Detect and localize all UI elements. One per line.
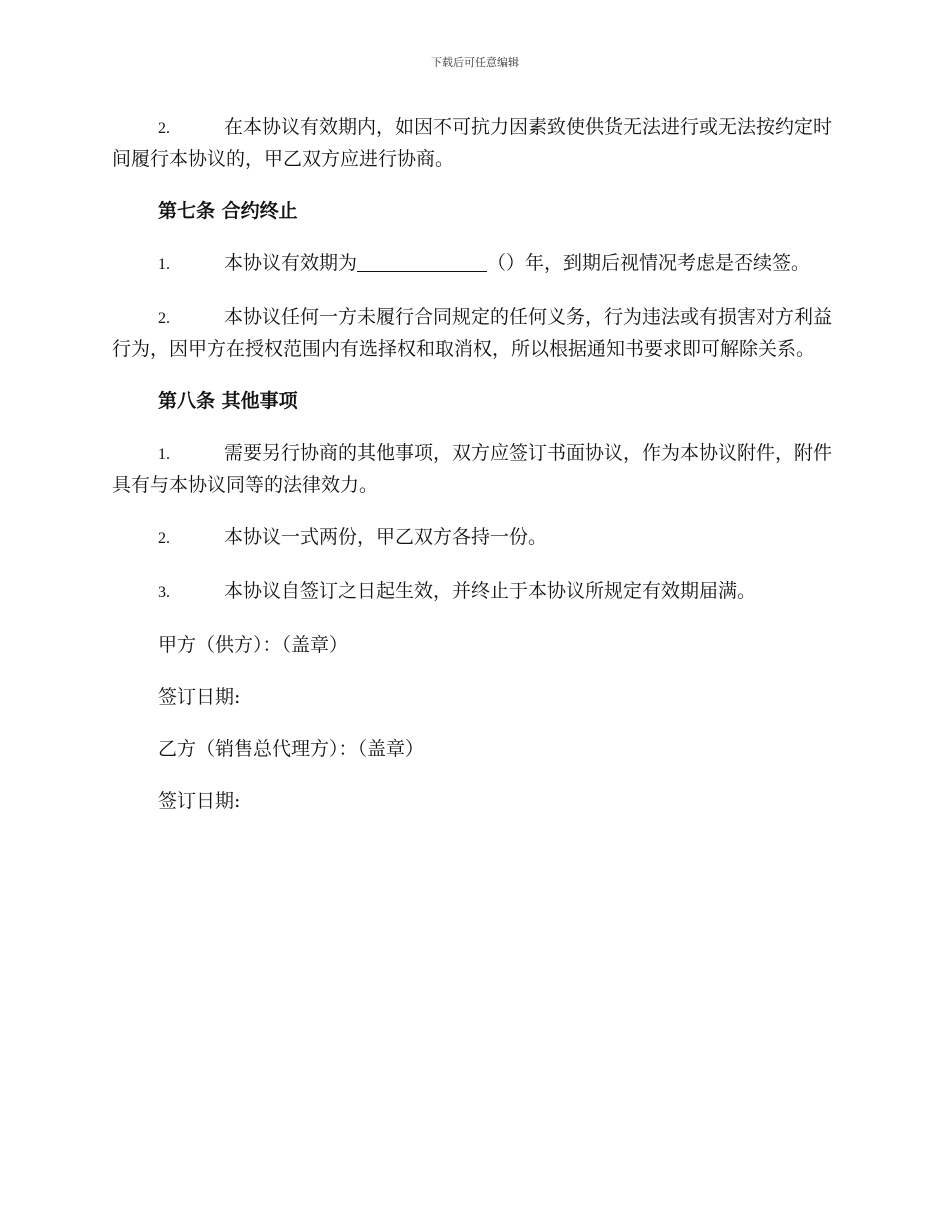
clause-text: 在本协议有效期内，如因不可抗力因素致使供货无法进行或无法按约定时间履行本协议的，甲乙双方应进行协商。	[112, 116, 833, 170]
clause-number: 3.	[158, 584, 170, 601]
article-7-item-2	[112, 302, 832, 364]
party-b-date: 签订日期:	[158, 790, 241, 812]
clause-text: 本协议自签订之日起生效，并终止于本协议所规定有效期届满。	[224, 580, 757, 602]
article-8-item-2	[112, 522, 832, 554]
clause-number: 1.	[158, 446, 170, 463]
party-a-signature: 甲方（供方）：（盖章）	[158, 634, 349, 656]
article-7-item-1	[112, 248, 832, 280]
clause-number: 2.	[158, 120, 170, 137]
page-header: 下载后可任意编辑	[431, 56, 519, 69]
clause-number: 2.	[158, 310, 170, 327]
article-8-heading: 第八条 其他事项	[158, 390, 298, 412]
blank-line	[357, 249, 487, 272]
clause-number: 1.	[158, 256, 170, 273]
clause-text: 本协议一式两份，甲乙双方各持一份。	[224, 526, 548, 548]
clause-6-item-2	[112, 112, 832, 174]
party-b-signature: 乙方（销售总代理方）：（盖章）	[158, 738, 425, 760]
article-8-item-3	[112, 576, 832, 608]
party-a-date: 签订日期:	[158, 686, 241, 708]
article-7-heading: 第七条 合约终止	[158, 200, 298, 222]
clause-text-after: （）年，到期后视情况考虑是否续签。	[487, 252, 811, 274]
article-8-item-1	[112, 438, 832, 500]
clause-text-before: 本协议有效期为	[224, 252, 358, 274]
clause-text: 需要另行协商的其他事项，双方应签订书面协议，作为本协议附件，附件具有与本协议同等的法律效力。	[112, 442, 833, 496]
clause-text: 本协议任何一方未履行合同规定的任何义务，行为违法或有损害对方利益行为，因甲方在授权范围内有选择权和取消权，所以根据通知书要求即可解除关系。	[112, 306, 833, 360]
document-body	[112, 112, 832, 838]
clause-number: 2.	[158, 530, 170, 547]
